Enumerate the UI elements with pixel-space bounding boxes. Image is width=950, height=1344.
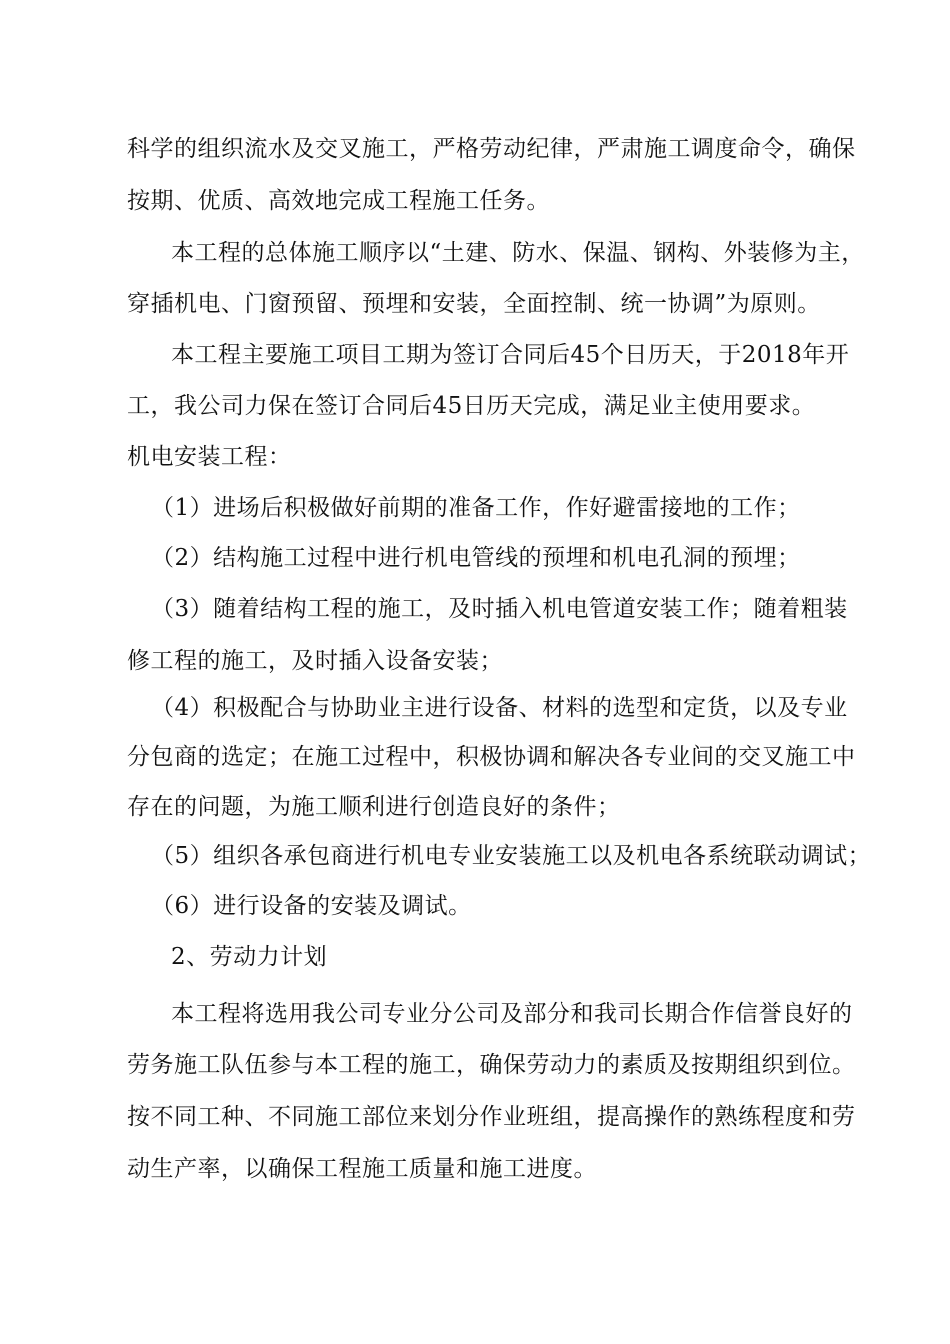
list-item: （5）组织各承包商进行机电专业安装施工以及机电各系统联动调试； (151, 843, 872, 869)
paragraph-line: 科学的组织流水及交叉施工，严格劳动纪律，严肃施工调度命令，确保 (127, 136, 856, 162)
section-heading: 2、劳动力计划 (171, 944, 328, 970)
list-item-continuation: 修工程的施工，及时插入设备安装； (127, 648, 503, 674)
paragraph-line: 本工程将选用我公司专业分公司及部分和我司长期合作信誉良好的 (171, 1001, 853, 1027)
paragraph-line: 工，我公司力保在签订合同后45日历天完成，满足业主使用要求。 (127, 393, 816, 419)
paragraph-line: 动生产率，以确保工程施工质量和施工进度。 (127, 1156, 597, 1182)
paragraph-line: 本工程的总体施工顺序以“土建、防水、保温、钢构、外装修为主， (171, 240, 865, 266)
list-item-continuation: 分包商的选定；在施工过程中，积极协调和解决各专业间的交叉施工中 (127, 744, 856, 770)
list-item: （3）随着结构工程的施工，及时插入机电管道安装工作；随着粗装 (151, 596, 848, 622)
list-item: （1）进场后积极做好前期的准备工作，作好避雷接地的工作； (151, 495, 801, 521)
section-heading: 机电安装工程： (127, 444, 292, 470)
list-item-continuation: 存在的问题，为施工顺利进行创造良好的条件； (127, 794, 621, 820)
list-item: （4）积极配合与协助业主进行设备、材料的选型和定货，以及专业 (151, 695, 848, 721)
paragraph-line: 穿插机电、门窗预留、预埋和安装，全面控制、统一协调”为原则。 (127, 291, 821, 317)
paragraph-line: 劳务施工队伍参与本工程的施工，确保劳动力的素质及按期组织到位。 (127, 1052, 856, 1078)
list-item: （2）结构施工过程中进行机电管线的预埋和机电孔洞的预埋； (151, 545, 801, 571)
paragraph-line: 按不同工种、不同施工部位来划分作业班组，提高操作的熟练程度和劳 (127, 1104, 856, 1130)
list-item: （6）进行设备的安装及调试。 (151, 893, 472, 919)
paragraph-line: 按期、优质、高效地完成工程施工任务。 (127, 188, 550, 214)
paragraph-line: 本工程主要施工项目工期为签订合同后45个日历天，于2018年开 (171, 342, 850, 368)
